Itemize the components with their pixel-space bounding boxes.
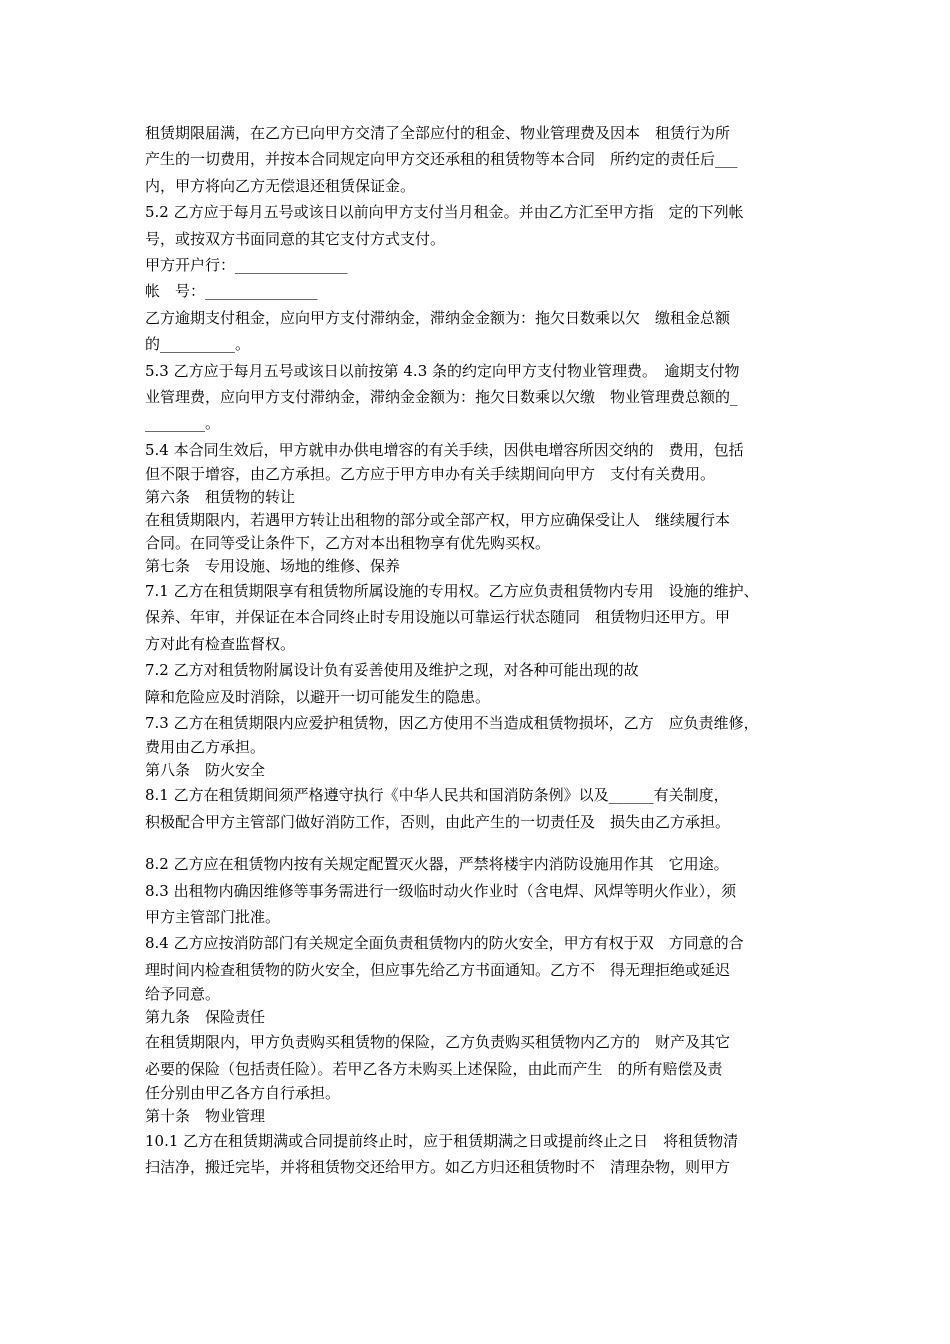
text-line: 在租赁期限内，甲方负责购买租赁物的保险，乙方负责购买租赁物内乙方的 财产及其它 [145,1033,731,1052]
text-line: ________。 [145,414,221,433]
text-line: 业管理费，应向甲方支付滞纳金，滞纳金金额为：拖欠日数乘以欠缴 物业管理费总额的_ [145,387,738,406]
text-line: 8.4 乙方应按消防部门有关规定全面负责租赁物内的防火安全，甲方有权于双 方同意的合 [145,934,744,953]
text-line: 8.3 出租物内确因维修等事务需进行一级临时动火作业时（含电焊、风焊等明火作业），须 [145,881,737,900]
text-line: 7.2 乙方对租赁物附属设计负有妥善使用及维护之现，对各种可能出现的故 [145,661,639,680]
text-line: 理时间内检查租赁物的防火安全，但应事先给乙方书面通知。乙方不 得无理拒绝或延迟 [145,960,731,979]
text-line: 扫洁净，搬迁完毕，并将租赁物交还给甲方。如乙方归还租赁物时不 清理杂物，则甲方 [145,1158,731,1177]
text-line: 8.1 乙方在租赁期间须严格遵守执行《中华人民共和国消防条例》以及______有关制度， [145,786,729,805]
text-line: 5.4 本合同生效后，甲方就申办供电增容的有关手续，因供电增容所因交纳的 费用，包括 [145,440,744,459]
section-heading: 第六条 租赁物的转让 [145,488,296,507]
text-line: 方对此有检查监督权。 [145,634,296,653]
text-line: 帐 号：_______________ [145,282,318,301]
section-heading: 第七条 专用设施、场地的维修、保养 [145,557,401,576]
text-line: 任分别由甲乙各方自行承担。 [145,1083,341,1102]
text-line: 在租赁期限内，若遇甲方转让出租物的部分或全部产权，甲方应确保受让人 继续履行本 [145,511,731,530]
section-heading: 第八条 防火安全 [145,761,266,780]
text-line: 租赁期限届满，在乙方已向甲方交清了全部应付的租金、物业管理费及因本 租赁行为所 [145,124,731,142]
text-line: 甲方开户行：_______________ [145,255,348,274]
text-line: 5.3 乙方应于每月五号或该日以前按第 4.3 条的约定向甲方支付物业管理费。 逾期支付物 [145,361,740,380]
contract-text-block [145,120,815,1181]
text-line: 10.1 乙方在租赁期满或合同提前终止时，应于租赁期满之日或提前终止之日 将租赁物清 [145,1131,739,1150]
text-line: 产生的一切费用，并按本合同规定向甲方交还承租的租赁物等本合同 所约定的责任后___ [145,150,738,169]
text-line: 但不限于增容，由乙方承担。乙方应于甲方申办有关手续期间向甲方 支付有关费用。 [145,465,716,484]
text-line: 8.2 乙方应在租赁物内按有关规定配置灭火器，严禁将楼宇内消防设施用作其 它用途。 [145,855,729,874]
text-line: 7.1 乙方在租赁期限享有租赁物所属设施的专用权。乙方应负责租赁物内专用 设施的维护、 [145,582,759,601]
section-heading: 第十条 物业管理 [145,1106,266,1125]
text-line: 费用由乙方承担。 [145,738,266,757]
text-line: 内，甲方将向乙方无偿退还租赁保证金。 [145,176,416,195]
text-line: 合同。在同等受让条件下，乙方对本出租物享有优先购买权。 [145,534,551,553]
text-line: 5.2 乙方应于每月五号或该日以前向甲方支付当月租金。并由乙方汇至甲方指 定的下列帐 [145,203,744,222]
text-line: 乙方逾期支付租金，应向甲方支付滞纳金，滞纳金金额为：拖欠日数乘以欠 缴租金总额 [145,308,731,327]
text-line: 积极配合甲方主管部门做好消防工作，否则，由此产生的一切责任及 损失由乙方承担。 [145,812,731,831]
text-line: 保养、年审，并保证在本合同终止时专用设施以可靠运行状态随同 租赁物归还甲方。甲 [145,608,731,627]
text-line: 7.3 乙方在租赁期限内应爱护租赁物，因乙方使用不当造成租赁物损坏，乙方 应负责维修， [145,714,759,733]
text-line: 必要的保险（包括责任险）。若甲乙各方未购买上述保险，由此而产生 的所有赔偿及责 [145,1059,723,1078]
paragraph-gap [145,835,815,851]
text-line: 的__________。 [145,335,251,354]
text-line: 障和危险应及时消除，以避开一切可能发生的隐患。 [145,687,491,706]
text-line: 给予同意。 [145,985,221,1004]
text-line: 号，或按双方书面同意的其它支付方式支付。 [145,229,446,248]
text-line: 甲方主管部门批准。 [145,907,281,926]
section-heading: 第九条 保险责任 [145,1008,266,1027]
